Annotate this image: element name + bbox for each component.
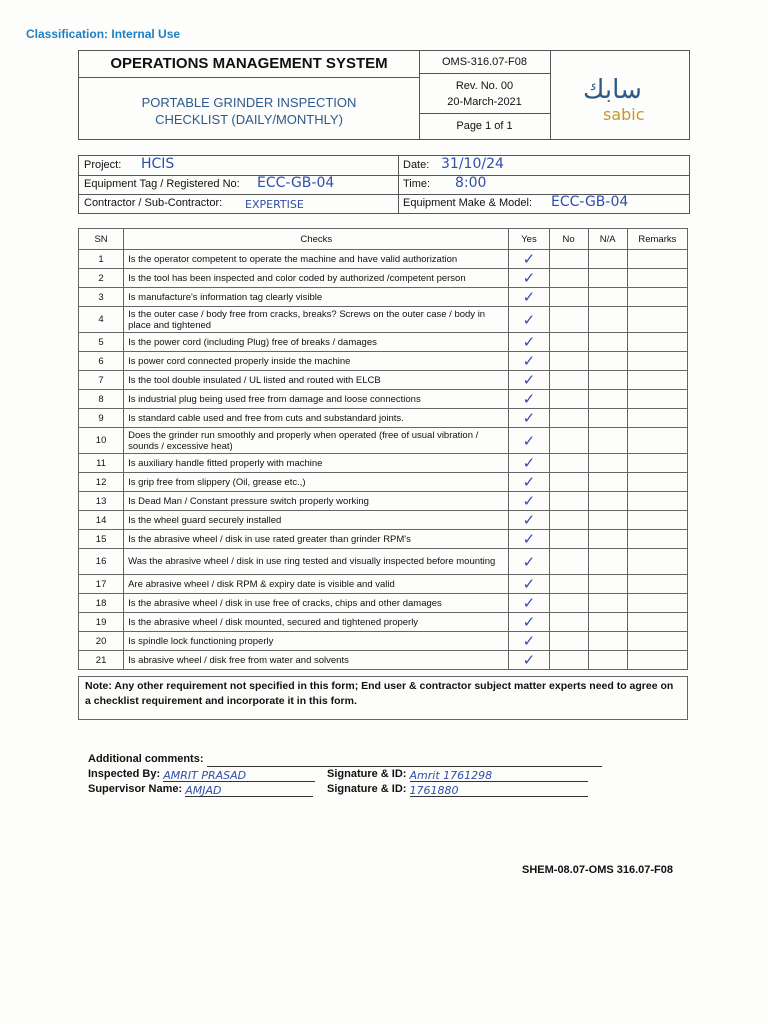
row-check: Is spindle lock functioning properly [124, 632, 509, 651]
row-sn: 4 [79, 307, 124, 333]
date-value: 31/10/24 [441, 156, 504, 172]
row-sn: 3 [79, 288, 124, 307]
row-sn: 12 [79, 473, 124, 492]
row-yes-tick: ✓ [509, 473, 549, 492]
signature1-value: Amrit 1761298 [410, 768, 588, 782]
row-yes-tick: ✓ [509, 651, 549, 670]
table-row [79, 409, 688, 428]
row-yes-tick: ✓ [509, 352, 549, 371]
row-no [549, 530, 588, 549]
table-row [79, 307, 688, 333]
row-yes-tick: ✓ [509, 409, 549, 428]
form-title-line1: PORTABLE GRINDER INSPECTION [141, 95, 357, 110]
table-header-row [79, 229, 688, 250]
row-sn: 20 [79, 632, 124, 651]
row-no [549, 352, 588, 371]
row-no [549, 473, 588, 492]
classification-label: Classification: Internal Use [26, 27, 181, 41]
date-label: Date: [403, 159, 430, 171]
rev-date [419, 74, 550, 114]
signature2-value: 1761880 [410, 783, 588, 797]
table-row [79, 530, 688, 549]
table-row [79, 651, 688, 670]
row-na [588, 333, 627, 352]
row-remarks [627, 530, 687, 549]
row-remarks [627, 454, 687, 473]
col-header-checks: Checks [124, 229, 509, 250]
row-yes-tick: ✓ [509, 371, 549, 390]
row-remarks [627, 250, 687, 269]
footer-doc-code: SHEM-08.07-OMS 316.07-F08 [522, 864, 674, 876]
row-yes-tick: ✓ [509, 269, 549, 288]
row-yes-tick: ✓ [509, 613, 549, 632]
table-row [79, 352, 688, 371]
table-row [79, 269, 688, 288]
row-remarks [627, 428, 687, 454]
table-row [79, 492, 688, 511]
signature-block [327, 767, 588, 797]
page-number: Page 1 of 1 [456, 120, 513, 132]
row-check: Was the abrasive wheel / disk in use ring tested and visually inspected before mounting [124, 549, 509, 575]
row-remarks [627, 288, 687, 307]
contractor-value: EXPERTISE [245, 198, 304, 211]
table-row [79, 454, 688, 473]
row-remarks [627, 352, 687, 371]
row-yes-tick: ✓ [509, 594, 549, 613]
table-row [79, 575, 688, 594]
checklist-table [78, 228, 688, 670]
logo-arabic: سابك [583, 75, 642, 105]
row-na [588, 352, 627, 371]
header-block [78, 50, 690, 140]
row-na [588, 530, 627, 549]
row-check: Are abrasive wheel / disk RPM & expiry date is visible and valid [124, 575, 509, 594]
row-na [588, 250, 627, 269]
row-no [549, 307, 588, 333]
row-check: Is the abrasive wheel / disk mounted, secured and tightened properly [124, 613, 509, 632]
row-sn: 5 [79, 333, 124, 352]
row-check: Is standard cable used and free from cuts and substandard joints. [124, 409, 509, 428]
additional-comments-label: Additional comments: [88, 753, 204, 765]
row-sn: 11 [79, 454, 124, 473]
row-no [549, 651, 588, 670]
row-sn: 21 [79, 651, 124, 670]
system-title: OPERATIONS MANAGEMENT SYSTEM [79, 51, 419, 78]
row-no [549, 250, 588, 269]
table-row [79, 371, 688, 390]
row-remarks [627, 632, 687, 651]
row-remarks [627, 511, 687, 530]
additional-comments-line [207, 753, 602, 767]
table-row [79, 250, 688, 269]
table-row [79, 473, 688, 492]
row-sn: 7 [79, 371, 124, 390]
row-check: Is abrasive wheel / disk free from water and solvents [124, 651, 509, 670]
supervisor-value: AMJAD [185, 783, 313, 797]
row-yes-tick: ✓ [509, 549, 549, 575]
col-header-yes: Yes [509, 229, 549, 250]
signature2-label: Signature & ID: [327, 783, 407, 795]
doc-number: OMS-316.07-F08 [419, 51, 550, 74]
row-na [588, 428, 627, 454]
row-sn: 6 [79, 352, 124, 371]
row-yes-tick: ✓ [509, 250, 549, 269]
row-no [549, 428, 588, 454]
row-check: Is power cord connected properly inside the machine [124, 352, 509, 371]
row-na [588, 288, 627, 307]
row-na [588, 390, 627, 409]
table-row [79, 613, 688, 632]
logo-latin: sabic [603, 105, 645, 124]
inspected-by-label: Inspected By: [88, 768, 161, 780]
row-na [588, 269, 627, 288]
table-row [79, 549, 688, 575]
row-remarks [627, 409, 687, 428]
row-sn: 18 [79, 594, 124, 613]
col-header-na: N/A [588, 229, 627, 250]
table-row [79, 632, 688, 651]
row-na [588, 613, 627, 632]
row-check: Is the wheel guard securely installed [124, 511, 509, 530]
row-sn: 10 [79, 428, 124, 454]
table-row [79, 333, 688, 352]
project-value: HCIS [141, 156, 175, 172]
row-remarks [627, 575, 687, 594]
row-check: Is auxiliary handle fitted properly with machine [124, 454, 509, 473]
row-na [588, 632, 627, 651]
row-na [588, 511, 627, 530]
header-title-cell [79, 51, 420, 139]
row-check: Is the tool has been inspected and color coded by authorized /competent person [124, 269, 509, 288]
row-na [588, 549, 627, 575]
make-model-label: Equipment Make & Model: [403, 197, 533, 209]
row-remarks [627, 371, 687, 390]
row-no [549, 333, 588, 352]
col-header-no: No [549, 229, 588, 250]
row-check: Is grip free from slippery (Oil, grease etc.,) [124, 473, 509, 492]
row-na [588, 307, 627, 333]
row-na [588, 575, 627, 594]
rev-number: Rev. No. 00 [455, 80, 514, 92]
row-no [549, 390, 588, 409]
row-no [549, 575, 588, 594]
row-na [588, 594, 627, 613]
row-sn: 1 [79, 250, 124, 269]
inspected-by-value: AMRIT PRASAD [163, 768, 315, 782]
row-check: Is the outer case / body free from cracks, breaks? Screws on the outer case / body in place and tightened [124, 307, 509, 333]
signature1-label: Signature & ID: [327, 768, 407, 780]
table-row [79, 390, 688, 409]
rev-date-value: 20-March-2021 [447, 96, 522, 108]
row-check: Is industrial plug being used free from damage and loose connections [124, 390, 509, 409]
row-check: Is Dead Man / Constant pressure switch properly working [124, 492, 509, 511]
row-remarks [627, 549, 687, 575]
row-yes-tick: ✓ [509, 428, 549, 454]
row-check: Is the abrasive wheel / disk in use rated greater than grinder RPM's [124, 530, 509, 549]
row-no [549, 409, 588, 428]
row-sn: 2 [79, 269, 124, 288]
row-no [549, 492, 588, 511]
form-title-line2: CHECKLIST (DAILY/MONTHLY) [155, 112, 343, 127]
row-yes-tick: ✓ [509, 288, 549, 307]
row-yes-tick: ✓ [509, 390, 549, 409]
make-model-value: ECC-GB-04 [551, 194, 629, 210]
row-no [549, 454, 588, 473]
row-sn: 14 [79, 511, 124, 530]
row-yes-tick: ✓ [509, 454, 549, 473]
col-header-remarks: Remarks [627, 229, 687, 250]
row-sn: 9 [79, 409, 124, 428]
row-yes-tick: ✓ [509, 333, 549, 352]
row-no [549, 269, 588, 288]
row-no [549, 594, 588, 613]
row-yes-tick: ✓ [509, 530, 549, 549]
row-remarks [627, 613, 687, 632]
table-row [79, 288, 688, 307]
row-na [588, 409, 627, 428]
row-check: Does the grinder run smoothly and properly when operated (free of usual vibration / sounds / excessive heat) [124, 428, 509, 454]
row-sn: 19 [79, 613, 124, 632]
row-no [549, 549, 588, 575]
contractor-label: Contractor / Sub-Contractor: [84, 197, 223, 209]
project-info-block [78, 155, 690, 214]
row-no [549, 288, 588, 307]
row-sn: 16 [79, 549, 124, 575]
row-yes-tick: ✓ [509, 632, 549, 651]
table-row [79, 511, 688, 530]
row-sn: 15 [79, 530, 124, 549]
row-sn: 13 [79, 492, 124, 511]
table-row [79, 594, 688, 613]
table-row [79, 428, 688, 454]
col-header-sn: SN [79, 229, 124, 250]
sabic-logo [551, 51, 689, 139]
row-remarks [627, 473, 687, 492]
row-check: Is manufacture's information tag clearly visible [124, 288, 509, 307]
equipment-tag-value: ECC-GB-04 [257, 175, 335, 191]
row-na [588, 473, 627, 492]
row-no [549, 613, 588, 632]
row-remarks [627, 651, 687, 670]
row-na [588, 651, 627, 670]
form-title [79, 78, 419, 128]
row-yes-tick: ✓ [509, 307, 549, 333]
row-no [549, 371, 588, 390]
row-check: Is the tool double insulated / UL listed and routed with ELCB [124, 371, 509, 390]
row-no [549, 511, 588, 530]
row-no [549, 632, 588, 651]
row-yes-tick: ✓ [509, 575, 549, 594]
supervisor-label: Supervisor Name: [88, 783, 183, 795]
row-na [588, 492, 627, 511]
row-sn: 17 [79, 575, 124, 594]
row-yes-tick: ✓ [509, 492, 549, 511]
row-remarks [627, 390, 687, 409]
row-sn: 8 [79, 390, 124, 409]
note-text: Note: Any other requirement not specified in this form; End user & contractor subject matter experts need to agree on a checklist requirement and incorporate it in this form. [78, 676, 688, 720]
project-label: Project: [84, 159, 122, 171]
header-meta-cell [419, 51, 551, 139]
row-remarks [627, 594, 687, 613]
row-remarks [627, 269, 687, 288]
row-remarks [627, 492, 687, 511]
row-na [588, 454, 627, 473]
time-label: Time: [403, 178, 431, 190]
row-check: Is the power cord (including Plug) free of breaks / damages [124, 333, 509, 352]
row-check: Is the operator competent to operate the machine and have valid authorization [124, 250, 509, 269]
row-remarks [627, 307, 687, 333]
row-yes-tick: ✓ [509, 511, 549, 530]
equipment-tag-label: Equipment Tag / Registered No: [84, 178, 240, 190]
row-check: Is the abrasive wheel / disk in use free of cracks, chips and other damages [124, 594, 509, 613]
row-remarks [627, 333, 687, 352]
row-na [588, 371, 627, 390]
time-value: 8:00 [455, 175, 487, 191]
